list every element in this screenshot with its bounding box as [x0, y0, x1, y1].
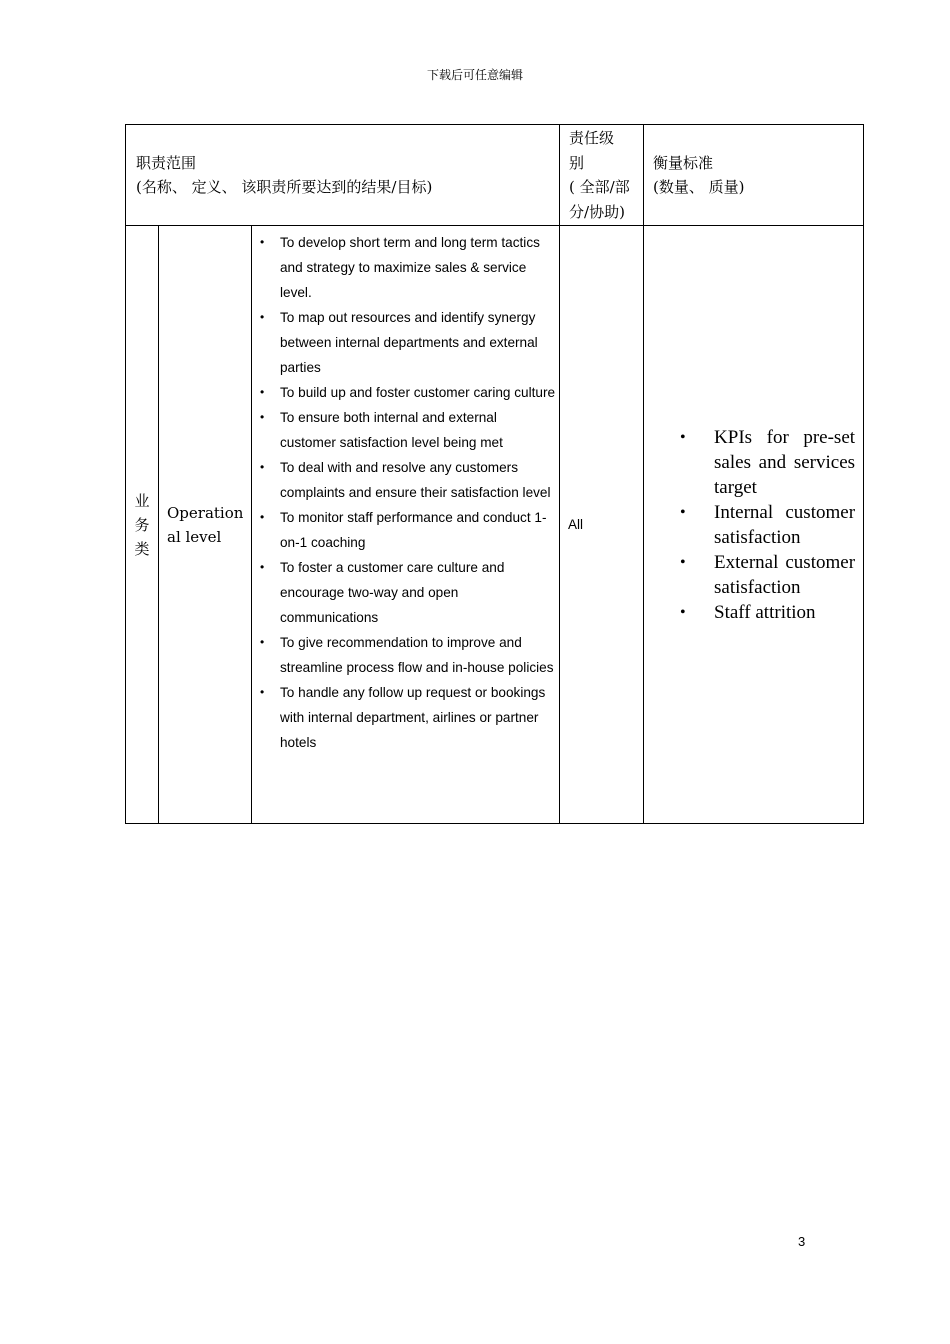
level-description-line-1: ( 全部/部 [569, 178, 630, 196]
list-item: • To develop short term and long term tactics and strategy to maximize sales & service level. [260, 230, 555, 305]
list-item: • To foster a customer care culture and encourage two-way and open communications [260, 555, 555, 630]
duty-table [125, 124, 864, 824]
level-value: All [568, 517, 584, 532]
header-scope-cell [126, 125, 560, 226]
level-cell [560, 226, 644, 824]
task-list [260, 230, 555, 755]
list-item: • Staff attrition [680, 600, 855, 625]
measure-description: (数量、 质量) [653, 178, 745, 196]
category-char: 业 [134, 491, 150, 510]
header-level-cell [560, 125, 644, 226]
table-row [126, 226, 864, 824]
scope-description: (名称、 定义、 该职责所要达到的结果/目标) [136, 178, 433, 196]
category-cell [126, 226, 159, 824]
scope-title: 职责范围 [136, 154, 197, 172]
list-item: • To build up and foster customer caring culture [260, 380, 555, 405]
list-item: • To deal with and resolve any customers complaints and ensure their satisfaction level [260, 455, 555, 505]
level-title-line-2: 别 [569, 153, 585, 172]
list-item: • KPIs for pre-set sales and services target [680, 425, 855, 500]
subcategory-cell [159, 226, 252, 824]
measure-title: 衡量标准 [653, 154, 714, 172]
list-item: • To monitor staff performance and conduct 1-on-1 coaching [260, 505, 555, 555]
page-number: 3 [798, 1234, 806, 1249]
header-measure-cell [644, 125, 864, 226]
table-header-row [126, 125, 864, 226]
subcategory-label: Operational level [167, 503, 244, 546]
list-item: • Internal customer satisfaction [680, 500, 855, 550]
tasks-cell [252, 226, 560, 824]
kpi-cell [644, 226, 864, 824]
kpi-list [680, 425, 855, 625]
category-char: 类 [134, 539, 150, 558]
level-description-line-2: 分/协助) [569, 202, 625, 221]
level-title-line-1: 责任级 [569, 129, 615, 147]
list-item: • To give recommendation to improve and streamline process flow and in-house policies [260, 630, 555, 680]
list-item: • To handle any follow up request or bookings with internal department, airlines or partner hotels [260, 680, 555, 755]
list-item: • External customer satisfaction [680, 550, 855, 600]
category-char: 务 [134, 515, 150, 534]
list-item: • To map out resources and identify synergy between internal departments and external parties [260, 305, 555, 380]
list-item: • To ensure both internal and external customer satisfaction level being met [260, 405, 555, 455]
header-note: 下载后可任意编辑 [426, 68, 523, 82]
